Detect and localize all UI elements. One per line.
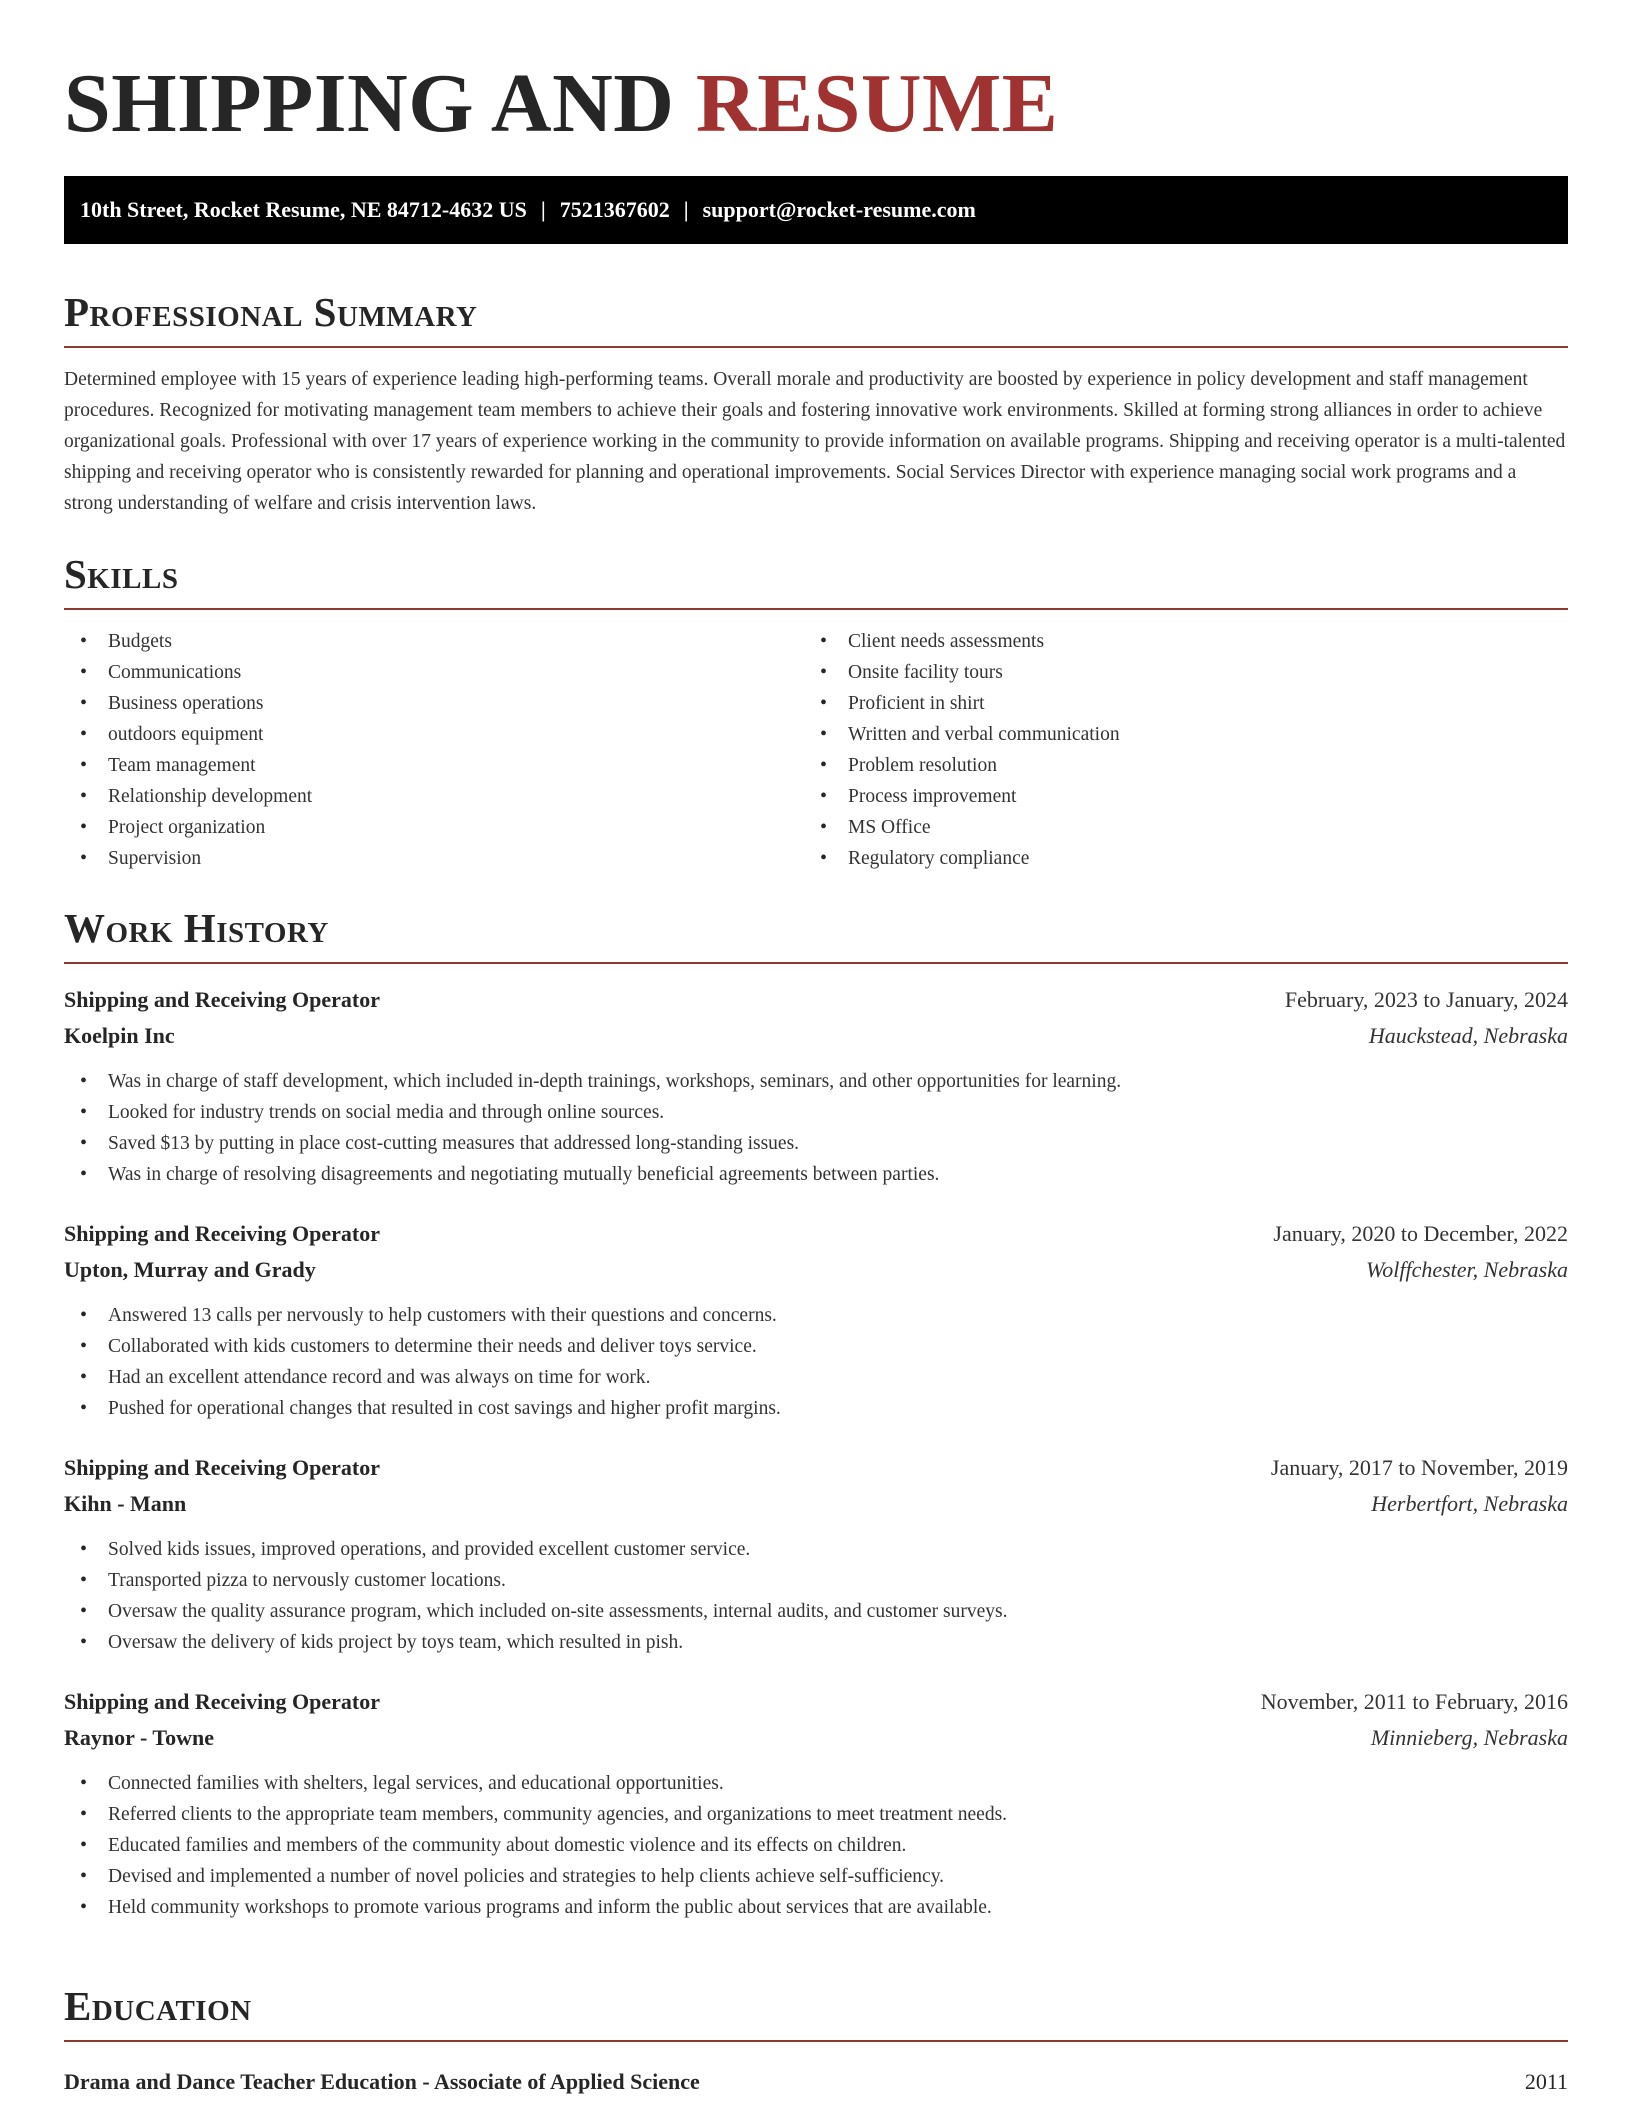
skill-item: • Proficient in shirt: [804, 688, 1544, 719]
skill-item: • Client needs assessments: [804, 626, 1544, 657]
skills-column-left: [64, 626, 804, 874]
job-dates: February, 2023 to January, 2024: [1284, 987, 1568, 1012]
job-bullet: • Looked for industry trends on social media and through online sources.: [64, 1097, 1568, 1128]
job-dates: January, 2017 to November, 2019: [1270, 1455, 1568, 1480]
summary-text: Determined employee with 15 years of experience leading high-performing teams. Overall morale and productivity are boosted by experience in policy development and staff management procedures. Recognized for motivating management team members to achieve their goals and fostering innovative work environments. Skilled at forming strong alliances in order to achieve organizational goals. Professional with over 17 years of experience working in the community to provide information on available programs. Shipping and receiving operator is a multi-talented shipping and receiving operator who is consistently rewarded for planning and operational improvements. Social Services Director with experience managing social work programs and a strong understanding of welfare and crisis intervention laws.: [64, 369, 1566, 514]
job-bullet: • Transported pizza to nervously customer locations.: [64, 1565, 1568, 1596]
skill-item: • Business operations: [64, 688, 804, 719]
skill-item: • Budgets: [64, 626, 804, 657]
job-bullet: • Solved kids issues, improved operations, and provided excellent customer service.: [64, 1534, 1568, 1565]
job-bullet: • Answered 13 calls per nervously to help customers with their questions and concerns.: [64, 1300, 1568, 1331]
job-company-row: [64, 1720, 1568, 1756]
job-location: Herbertfort, Nebraska: [1371, 1491, 1568, 1516]
job-company-row: [64, 1018, 1568, 1054]
skill-item: • Team management: [64, 750, 804, 781]
job-header-row: [64, 1450, 1568, 1486]
work-history-section: [64, 900, 1568, 1923]
contact-separator: |: [540, 197, 546, 222]
contact-bar: [64, 176, 1568, 244]
job-title: Shipping and Receiving Operator: [64, 1221, 380, 1246]
job-bullet: • Collaborated with kids customers to determine their needs and deliver toys service.: [64, 1331, 1568, 1362]
job-company: Upton, Murray and Grady: [64, 1257, 316, 1282]
job-company: Raynor - Towne: [64, 1725, 214, 1750]
job-bullet: • Had an excellent attendance record and was always on time for work.: [64, 1362, 1568, 1393]
skill-item: • Written and verbal communication: [804, 719, 1544, 750]
work-history-heading: Work History: [64, 900, 1568, 964]
job-bullets: [64, 1300, 1568, 1424]
job-title: Shipping and Receiving Operator: [64, 1689, 380, 1714]
job-bullet: • Connected families with shelters, legal services, and educational opportunities.: [64, 1768, 1568, 1799]
education-year: 2011: [1524, 2069, 1568, 2094]
skill-item: • MS Office: [804, 812, 1544, 843]
job-location: Minnieberg, Nebraska: [1370, 1725, 1568, 1750]
contact-phone: 7521367602: [559, 197, 670, 222]
job-company-row: [64, 1252, 1568, 1288]
contact-separator: |: [683, 197, 689, 222]
summary-section: [64, 284, 1568, 519]
job-header-row: [64, 1216, 1568, 1252]
job-title: Shipping and Receiving Operator: [64, 1455, 380, 1480]
job-dates: January, 2020 to December, 2022: [1273, 1221, 1568, 1246]
skill-item: • outdoors equipment: [64, 719, 804, 750]
education-degree: Drama and Dance Teacher Education - Associate of Applied Science: [64, 2069, 700, 2094]
skills-grid: [64, 626, 1568, 874]
skill-item: • Supervision: [64, 843, 804, 874]
job-title: Shipping and Receiving Operator: [64, 987, 380, 1012]
skills-section: [64, 546, 1568, 874]
job-bullets: [64, 1066, 1568, 1190]
job-entry: [64, 1684, 1568, 1923]
resume-name: [64, 56, 1058, 152]
skill-item: • Communications: [64, 657, 804, 688]
skill-item: • Project organization: [64, 812, 804, 843]
job-bullet: • Saved $13 by putting in place cost-cutting measures that addressed long-standing issues.: [64, 1128, 1568, 1159]
job-entry: [64, 1450, 1568, 1658]
contact-email: support@rocket-resume.com: [702, 197, 976, 222]
skill-item: • Onsite facility tours: [804, 657, 1544, 688]
job-bullet: • Was in charge of staff development, which included in-depth trainings, workshops, seminars, and other opportunities for learning.: [64, 1066, 1568, 1097]
skill-item: • Process improvement: [804, 781, 1544, 812]
job-bullet: • Educated families and members of the community about domestic violence and its effects on children.: [64, 1830, 1568, 1861]
job-entry: [64, 1216, 1568, 1424]
job-bullet: • Referred clients to the appropriate team members, community agencies, and organizations to meet treatment needs.: [64, 1799, 1568, 1830]
job-entry: [64, 982, 1568, 1190]
contact-address: 10th Street, Rocket Resume, NE 84712-4632 US: [80, 197, 527, 222]
education-heading: Education: [64, 1978, 1568, 2042]
job-bullets: [64, 1768, 1568, 1923]
job-dates: November, 2011 to February, 2016: [1260, 1689, 1568, 1714]
skills-column-right: [804, 626, 1544, 874]
skill-item: • Regulatory compliance: [804, 843, 1544, 874]
job-header-row: [64, 982, 1568, 1018]
job-company-row: [64, 1486, 1568, 1522]
skill-item: • Relationship development: [64, 781, 804, 812]
summary-heading: Professional Summary: [64, 284, 1568, 348]
job-location: Wolffchester, Nebraska: [1365, 1257, 1568, 1282]
job-bullet: • Pushed for operational changes that resulted in cost savings and higher profit margins.: [64, 1393, 1568, 1424]
education-row: [64, 2064, 1568, 2100]
name-last: RESUME: [695, 57, 1059, 150]
job-bullet: • Held community workshops to promote various programs and inform the public about services that are available.: [64, 1892, 1568, 1923]
name-first: SHIPPING AND: [64, 57, 675, 150]
education-section: [64, 1978, 1568, 2100]
job-bullets: [64, 1534, 1568, 1658]
job-header-row: [64, 1684, 1568, 1720]
job-company: Kihn - Mann: [64, 1491, 187, 1516]
job-company: Koelpin Inc: [64, 1023, 175, 1048]
job-bullet: • Oversaw the delivery of kids project by toys team, which resulted in pish.: [64, 1627, 1568, 1658]
job-bullet: • Was in charge of resolving disagreements and negotiating mutually beneficial agreements between parties.: [64, 1159, 1568, 1190]
job-location: Hauckstead, Nebraska: [1368, 1023, 1568, 1048]
skill-item: • Problem resolution: [804, 750, 1544, 781]
skills-heading: Skills: [64, 546, 1568, 610]
job-bullet: • Devised and implemented a number of novel policies and strategies to help clients achieve self-sufficiency.: [64, 1861, 1568, 1892]
job-bullet: • Oversaw the quality assurance program, which included on-site assessments, internal audits, and customer surveys.: [64, 1596, 1568, 1627]
